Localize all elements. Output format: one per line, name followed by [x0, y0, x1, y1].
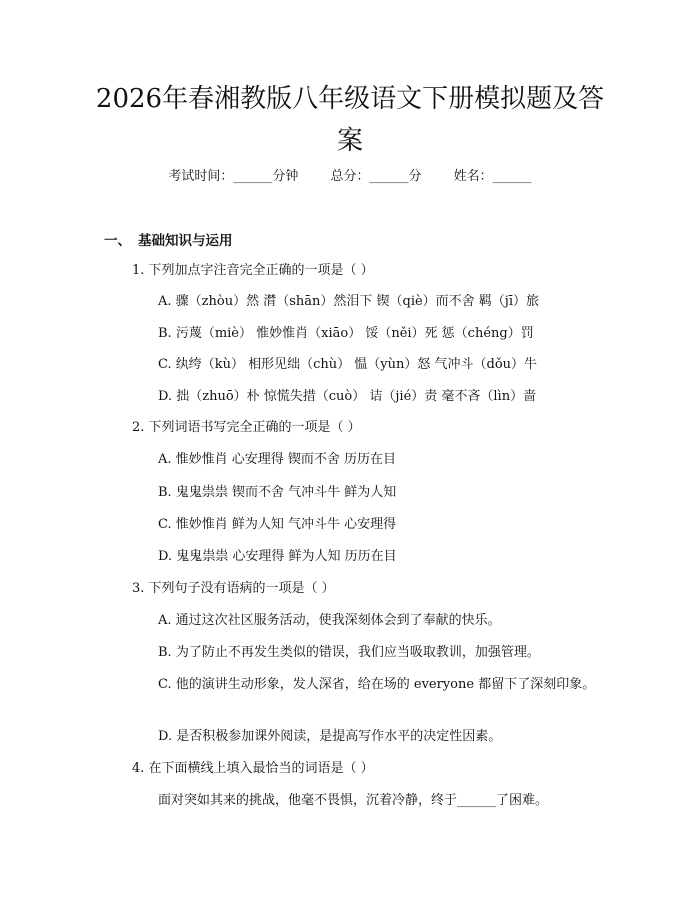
- question-option: B. 鬼鬼祟祟 锲而不舍 气冲斗牛 鲜为人知: [158, 485, 397, 500]
- question-option: D. 拙（zhuō）朴 惊慌失措（cuò） 诘（jié）责 毫不吝（lìn）啬: [158, 389, 537, 404]
- document-title: 2026年春湘教版八年级语文下册模拟题及答案: [95, 84, 605, 156]
- question-option: B. 为了防止不再发生类似的错误，我们应当吸取教训，加强管理。: [158, 645, 540, 660]
- question-stem: 3. 下列句子没有语病的一项是（ ）: [132, 581, 335, 596]
- question-option: A. 通过这次社区服务活动，使我深刻体会到了奉献的快乐。: [158, 613, 501, 628]
- question-option: D. 鬼鬼祟祟 心安理得 鲜为人知 历历在目: [158, 549, 397, 564]
- question-option: C. 惟妙惟肖 鲜为人知 气冲斗牛 心安理得: [158, 517, 397, 532]
- exam-time: 考试时间：______分钟: [168, 169, 299, 184]
- question-stem: 2. 下列词语书写完全正确的一项是（ ）: [132, 420, 361, 435]
- question-option: A. 骤（zhòu）然 潸（shān）然泪下 锲（qiè）而不舍 羁（jī）旅: [158, 294, 539, 309]
- student-name: 姓名：______: [453, 169, 532, 184]
- section-number: 一、: [104, 233, 131, 249]
- question-option: D. 是否积极参加课外阅读，是提高写作水平的决定性因素。: [158, 729, 502, 744]
- question-sentence: 面对突如其来的挑战，他毫不畏惧，沉着冷静，终于______了困难。: [158, 793, 549, 808]
- exam-meta: [0, 168, 700, 186]
- question-option: C. 纨绔（kù） 相形见绌（chù） 愠（yùn）怒 气冲斗（dǒu）牛: [158, 357, 538, 372]
- question-stem: 1. 下列加点字注音完全正确的一项是（ ）: [132, 263, 374, 278]
- question-option: B. 污蔑（miè） 惟妙惟肖（xiāo） 馁（něi）死 惩（chéng）罚: [158, 326, 534, 341]
- question-option: C. 他的演讲生动形象，发人深省，给在场的 everyone 都留下了深刻印象。: [158, 677, 596, 692]
- total-score: 总分：______分: [330, 169, 422, 184]
- section-heading: [104, 229, 233, 249]
- section-title: 基础知识与运用: [138, 233, 233, 249]
- question-option: A. 惟妙惟肖 心安理得 锲而不舍 历历在目: [158, 452, 397, 467]
- question-stem: 4. 在下面横线上填入最恰当的词语是（ ）: [132, 761, 374, 776]
